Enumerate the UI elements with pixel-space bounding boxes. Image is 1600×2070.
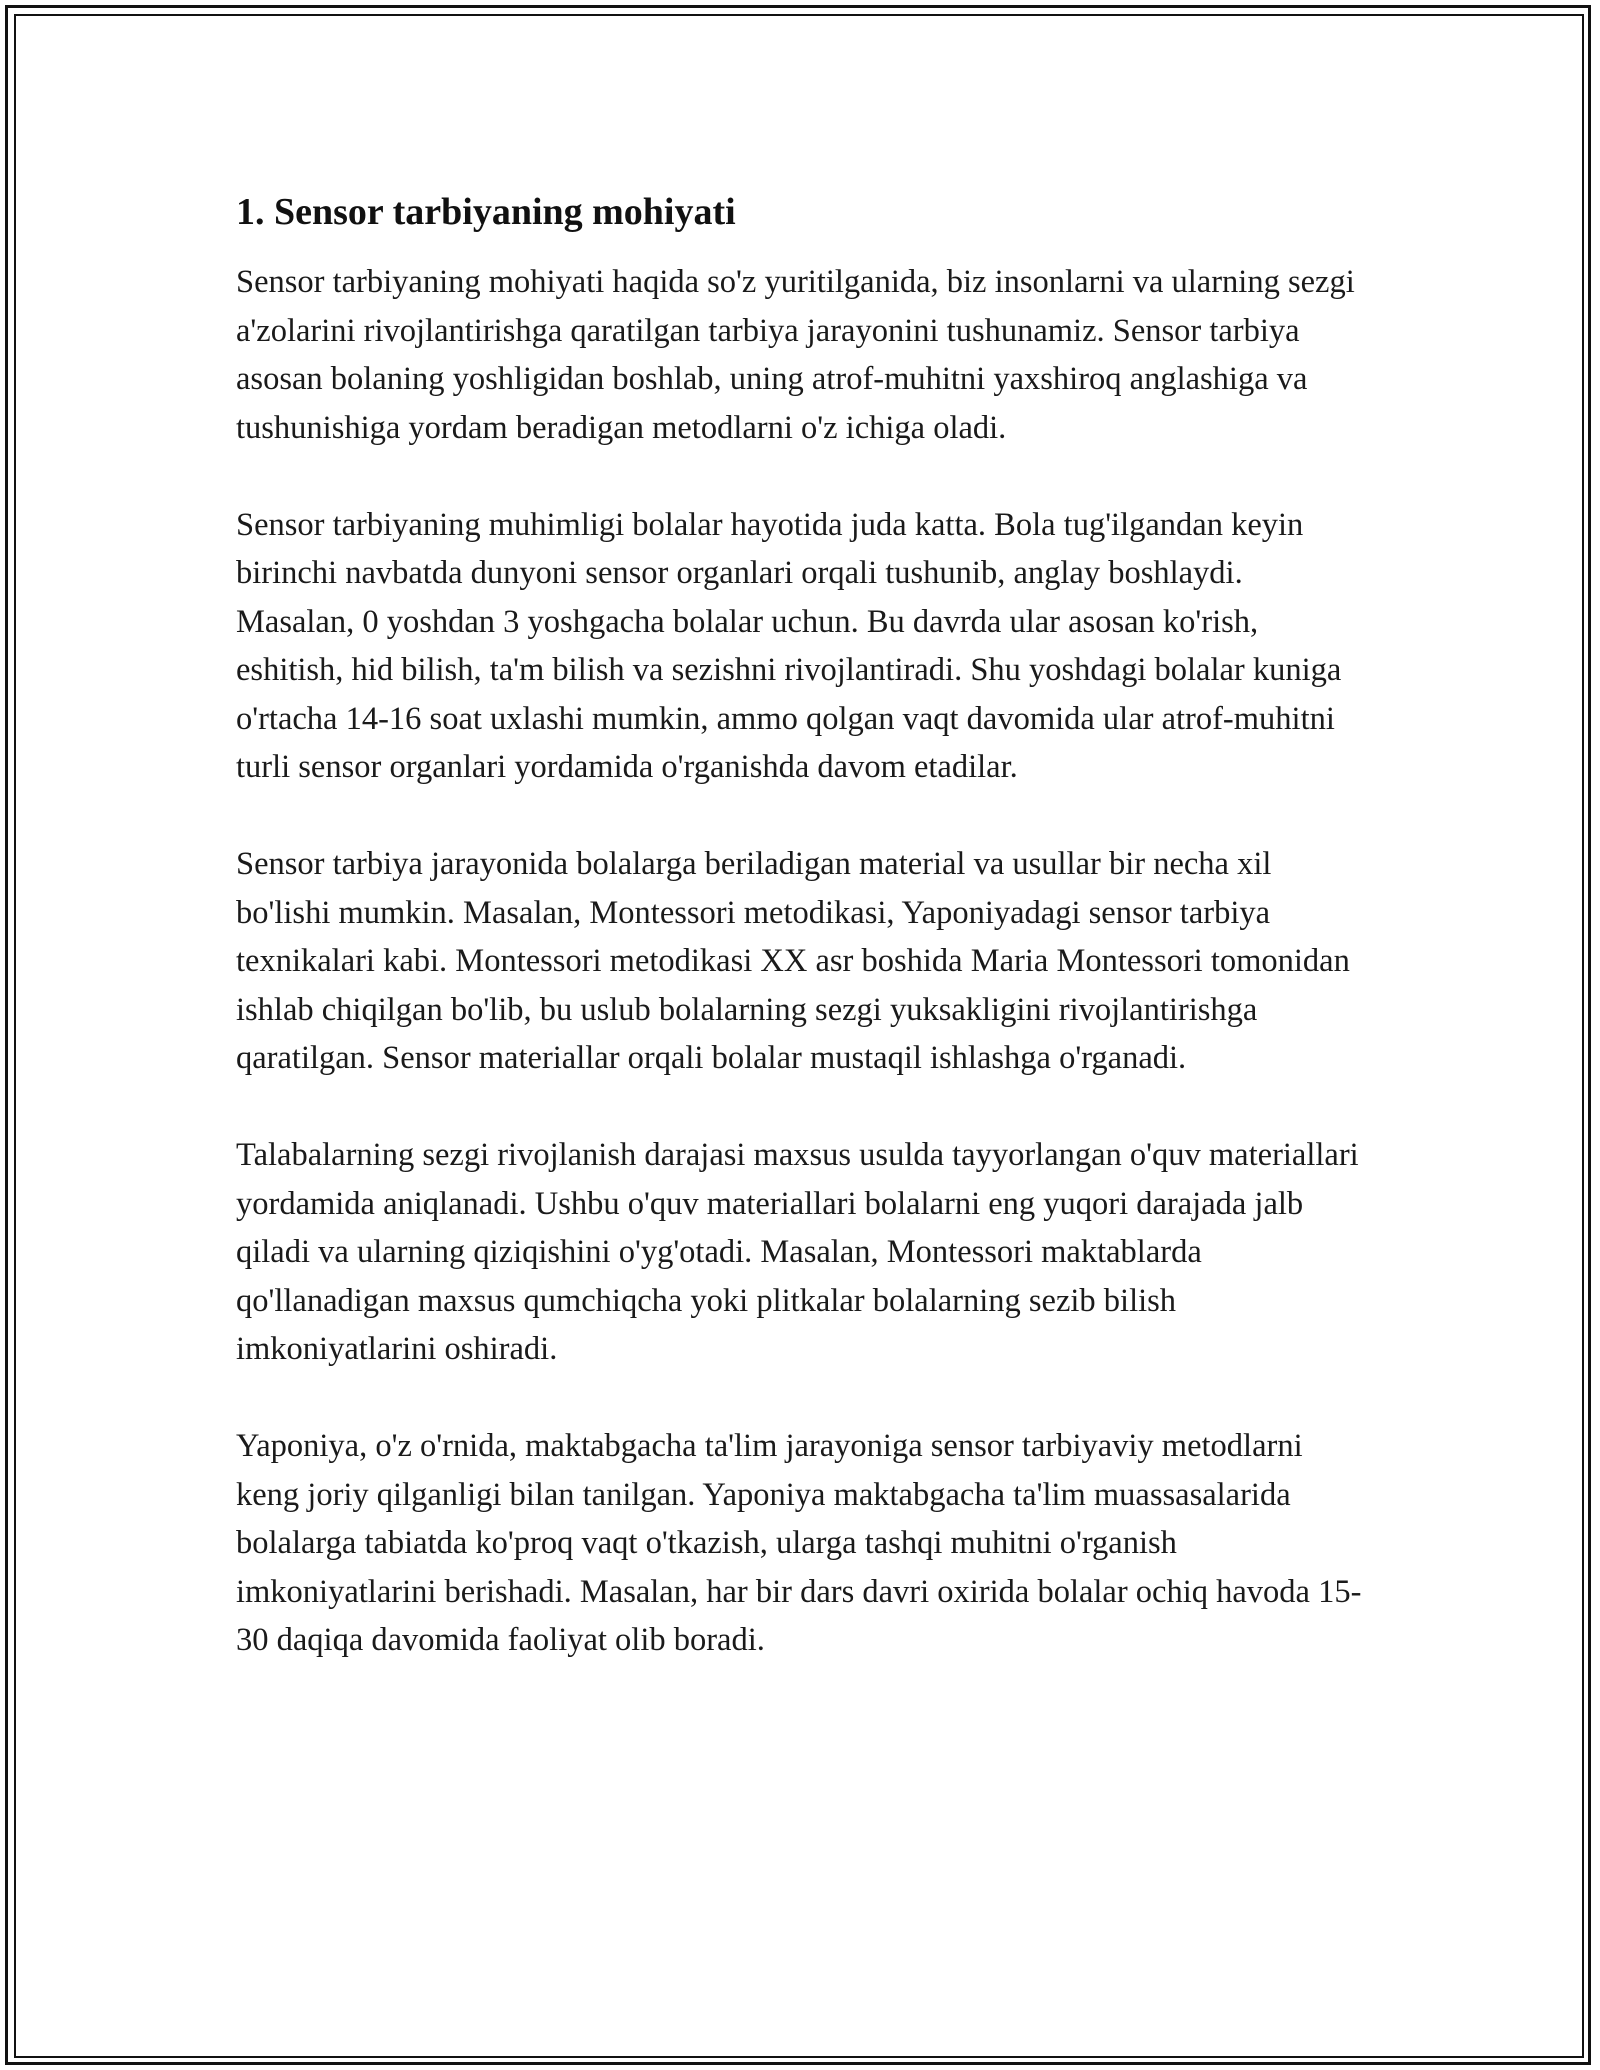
paragraph-2: Sensor tarbiyaning muhimligi bolalar hayotida juda katta. Bola tug'ilgandan keyin birinchi navbatda dunyoni sensor organlari orqali tushunib, anglay boshlaydi. Masalan, 0 yoshdan 3 yoshgacha bolalar uchun. Bu davrda ular asosan ko'rish, eshitish, hid bilish, ta'm bilish va sezishni rivojlantiradi. Shu yoshdagi bolalar kuniga o'rtacha 14-16 soat uxlashi mumkin, ammo qolgan vaqt davomida ular atrof-muhitni turli sensor organlari yordamida o'rganishda davom etadilar. — [236, 506, 1342, 785]
paragraph-4: Talabalarning sezgi rivojlanish darajasi maxsus usulda tayyorlangan o'quv materiallari yordamida aniqlanadi. Ushbu o'quv materiallari bolalarni eng yuqori darajada jalb qiladi va ularning qiziqishini o'yg'otadi. Masalan, Montessori maktablarda qo'llanadigan maxsus qumchiqcha yoki plitkalar bolalarning sezib bilish imkoniyatlarini oshiradi. — [236, 1137, 1359, 1367]
paragraph-5: Yaponiya, o'z o'rnida, maktabgacha ta'lim jarayoniga sensor tarbiyaviy metodlarni keng joriy qilganligi bilan tanilgan. Yaponiya maktabgacha ta'lim muassasalarida bolalarga tabiatda ko'proq vaqt o'tkazish, ularga tashqi muhitni o'rganish imkoniyatlarini berishadi. Masalan, har bir dars davri oxirida bolalar ochiq havoda 15-30 daqiqa davomida faoliyat olib boradi. — [236, 1428, 1362, 1658]
page-title: 1. Sensor tarbiyaning mohiyati — [236, 191, 736, 233]
paragraph-3: Sensor tarbiya jarayonida bolalarga beriladigan material va usullar bir necha xil bo'lishi mumkin. Masalan, Montessori metodikasi, Yaponiyadagi sensor tarbiya texnikalari kabi. Montessori metodikasi XX asr boshida Maria Montessori tomonidan ishlab chiqilgan bo'lib, bu uslub bolalarning sezgi yuksakligini rivojlantirishga qaratilgan. Sensor materiallar orqali bolalar mustaqil ishlashga o'rganadi. — [236, 846, 1350, 1076]
paragraph-1: Sensor tarbiyaning mohiyati haqida so'z yuritilganida, biz insonlarni va ularning sezgi a'zolarini rivojlantirishga qaratilgan tarbiya jarayonini tushunamiz. Sensor tarbiya asosan bolaning yoshligidan boshlab, uning atrof-muhitni yaxshiroq anglashiga va tushunishiga yordam beradigan metodlarni o'z ichiga oladi. — [236, 264, 1355, 446]
document-body — [236, 188, 1366, 1713]
